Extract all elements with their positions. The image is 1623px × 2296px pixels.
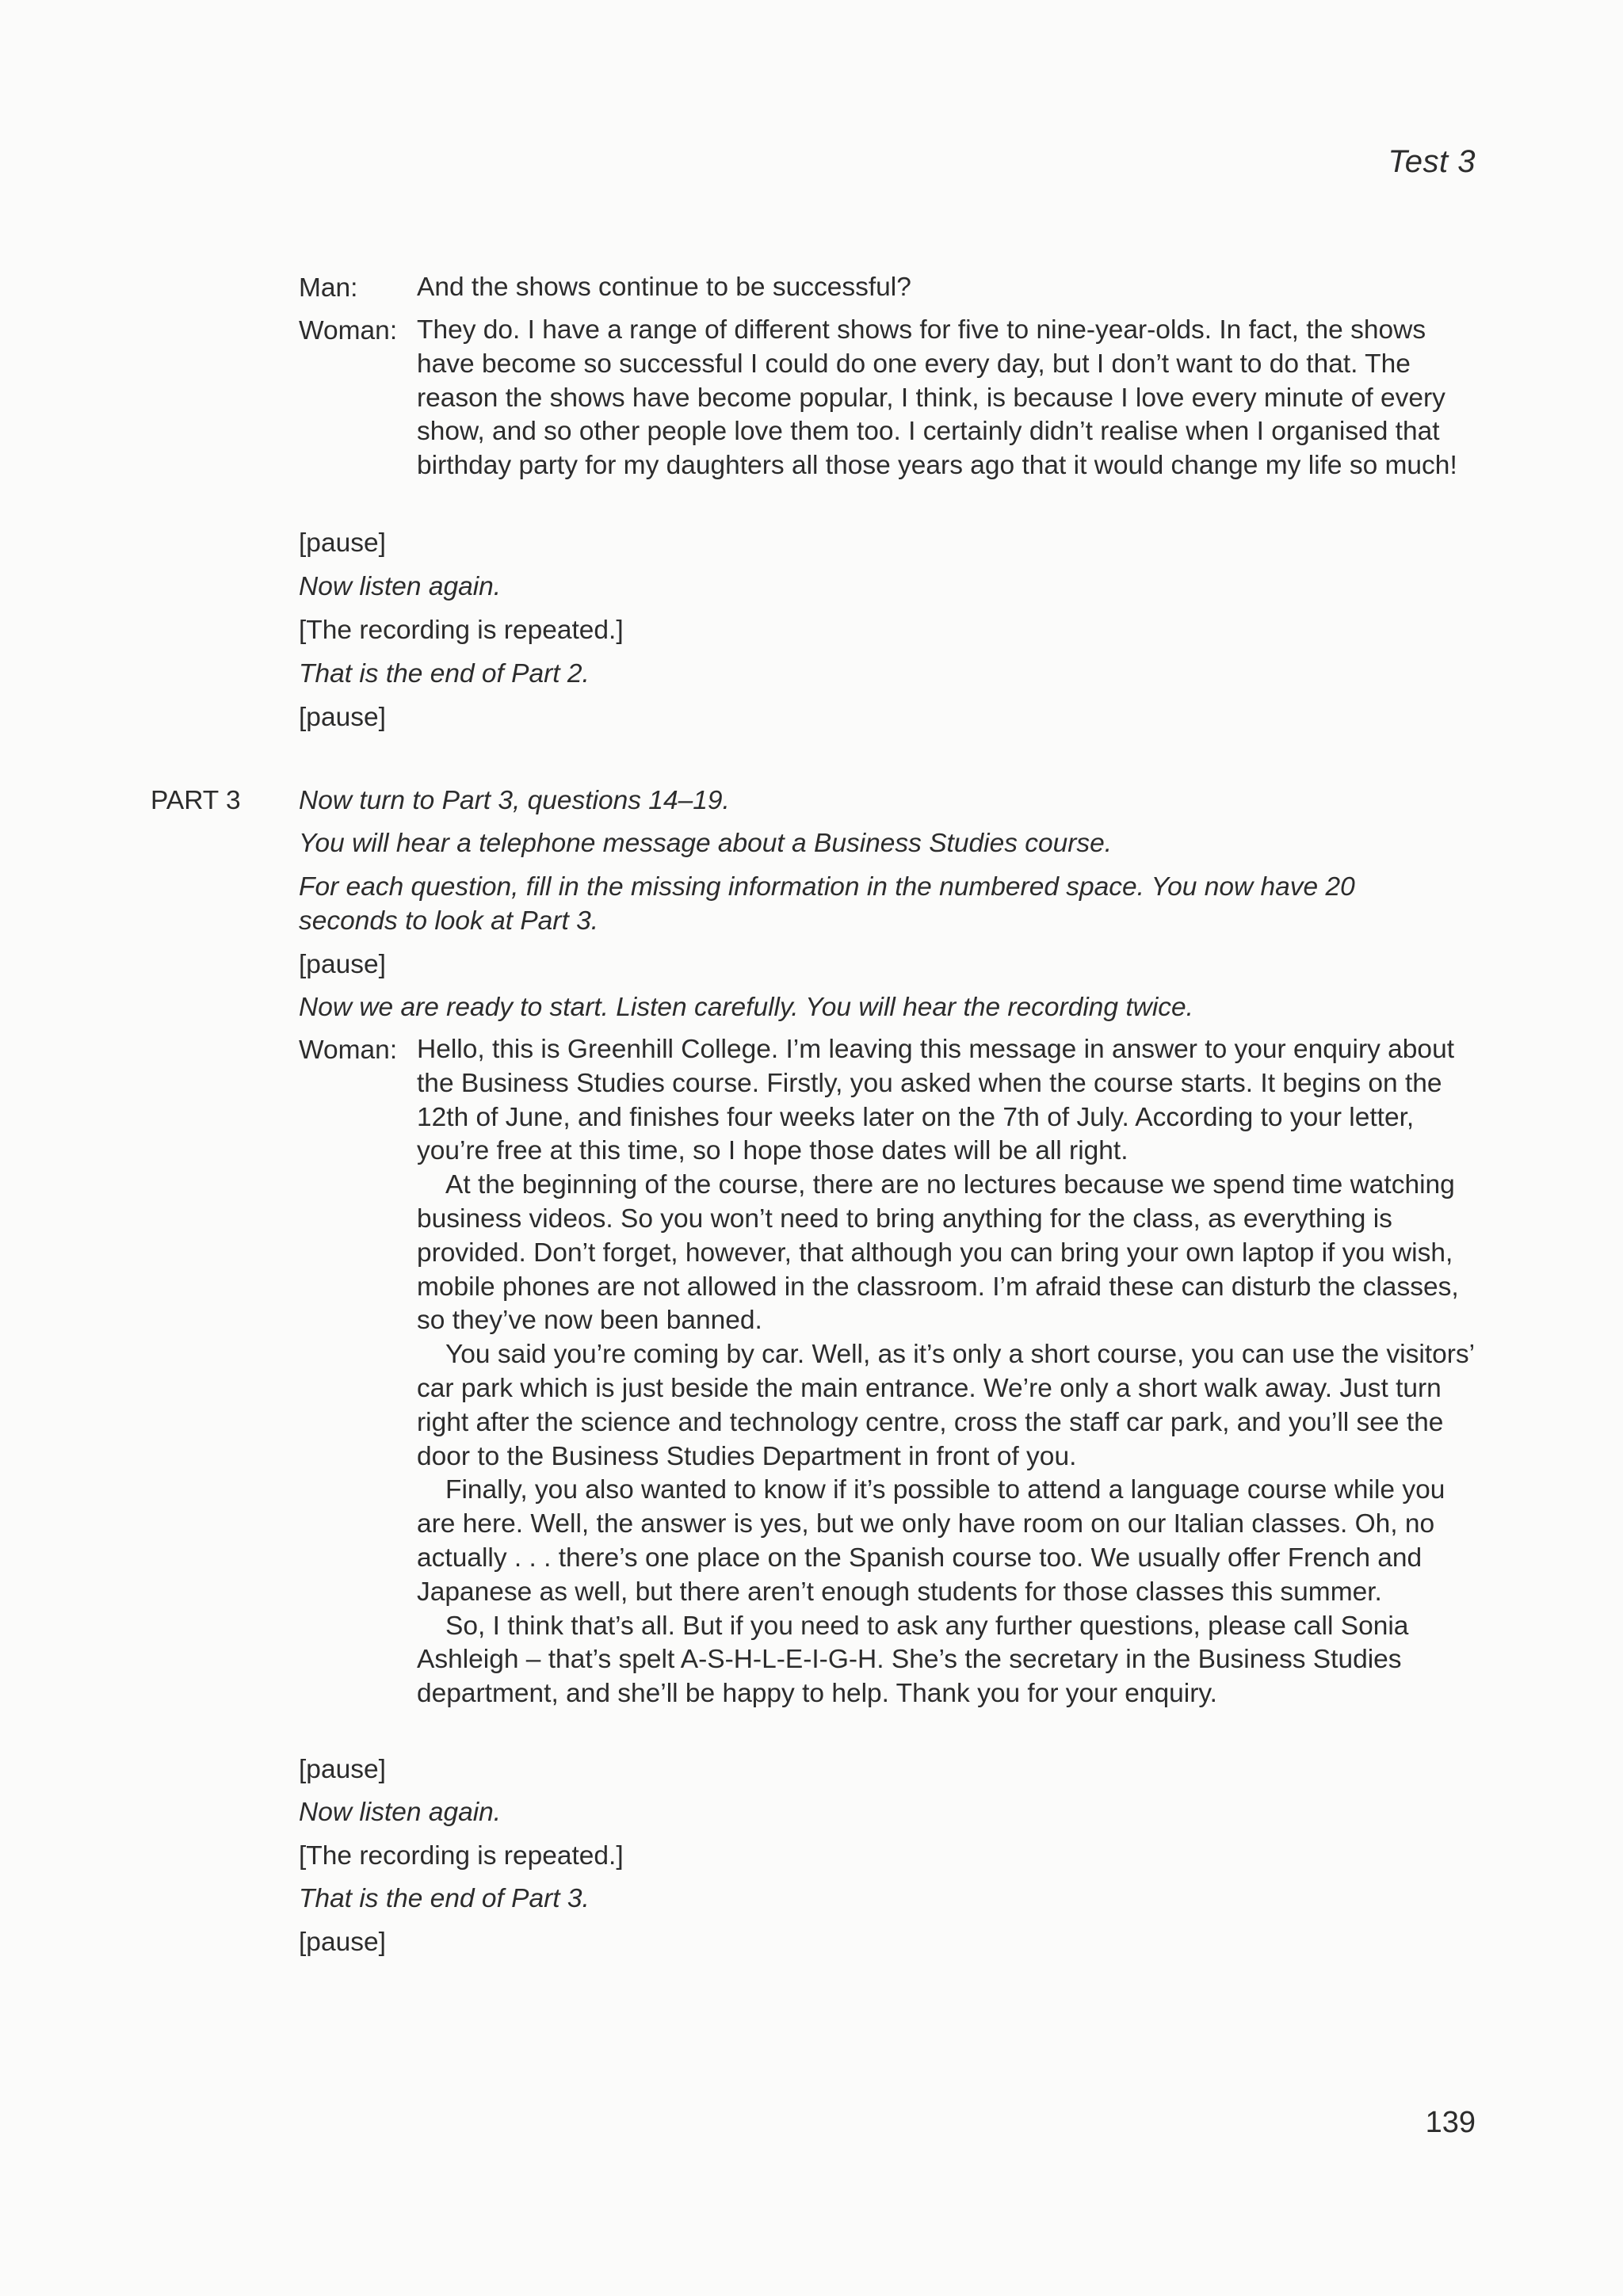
speaker-woman-part3: Woman: bbox=[299, 1035, 398, 1065]
message-paragraph: At the beginning of the course, there are no lectures because we spend time watching business videos. So you won’t need to bring anything for the class, as everything is provided. Don’t forget, however, that although you can bring your own laptop if you wish, mobile phones are not allowed in the classroom. I’m afraid these can disturb the classes, so they’ve now been banned. bbox=[417, 1170, 1459, 1336]
part3-pause-1: [pause] bbox=[299, 950, 386, 979]
part2-listen-again: Now listen again. bbox=[299, 572, 502, 601]
message-paragraph: Hello, this is Greenhill College. I’m leaving this message in answer to your enquiry about the Business Studies course. Firstly, you asked when the course starts. It begins on the 12th of June, and finishes four weeks later on the 7th of July. According to your letter, you’re free at this time, so I hope those dates will be all right. bbox=[417, 1035, 1455, 1166]
woman-line-text: They do. I have a range of different shows for five to nine-year-olds. In fact, the shows have become so successful I could do one every day, but I don’t want to do that. The reason the shows have become popular, I think, is because I love every minute of every show, and so other people love them too. I certainly didn’t realise when I organised that birthday party for my daughters all those years ago that it would change my life so much! bbox=[417, 315, 1457, 481]
running-head: Test 3 bbox=[1388, 144, 1476, 179]
page-number: 139 bbox=[1425, 2106, 1476, 2139]
part3-instructions: For each question, fill in the missing information in the numbered space. You now have 20 seconds to look at Part 3. bbox=[299, 872, 1355, 936]
woman-message bbox=[417, 1033, 1479, 1711]
man-line bbox=[417, 271, 1479, 305]
part3-hear: You will hear a telephone message about a Business Studies course. bbox=[299, 829, 1113, 858]
part2-recording-repeated: [The recording is repeated.] bbox=[299, 616, 624, 645]
man-line-text: And the shows continue to be successful? bbox=[417, 273, 911, 302]
part3-intro: Now turn to Part 3, questions 14–19. bbox=[299, 786, 730, 815]
part3-recording-repeated: [The recording is repeated.] bbox=[299, 1841, 624, 1871]
message-paragraph: Finally, you also wanted to know if it’s possible to attend a language course while you are here. Well, the answer is yes, but we only have room on our Italian classes. Oh, no actually . . . there’s one place on the Spanish course too. We usually offer French and Japanese as well, but there aren’t enough students for those classes this summer. bbox=[417, 1475, 1445, 1607]
part3-listen-again: Now listen again. bbox=[299, 1798, 502, 1827]
speaker-man: Man: bbox=[299, 273, 358, 303]
part2-pause-2: [pause] bbox=[299, 703, 386, 732]
part3-pause-3: [pause] bbox=[299, 1928, 386, 1957]
part3-label: PART 3 bbox=[151, 786, 241, 815]
message-paragraph: You said you’re coming by car. Well, as it’s only a short course, you can use the visitors’ car park which is just beside the main entrance. We’re only a short walk away. Just turn right after the science and technology centre, cross the staff car park, and you’ll see the door to the Business Studies Department in front of you. bbox=[417, 1340, 1474, 1471]
part3-end-note: That is the end of Part 3. bbox=[299, 1884, 590, 1913]
part2-pause-1: [pause] bbox=[299, 528, 386, 558]
woman-line bbox=[417, 314, 1479, 483]
part3-ready: Now we are ready to start. Listen carefully. You will hear the recording twice. bbox=[299, 993, 1193, 1022]
message-paragraph: So, I think that’s all. But if you need to ask any further questions, please call Sonia Ashleigh – that’s spelt A-S-H-L-E-I-G-H. She’s the secretary in the Business Studies department, and she’ll be happy to help. Thank you for your enquiry. bbox=[417, 1611, 1409, 1709]
speaker-woman: Woman: bbox=[299, 316, 398, 345]
part2-end-note: That is the end of Part 2. bbox=[299, 659, 590, 688]
part3-pause-2: [pause] bbox=[299, 1755, 386, 1784]
